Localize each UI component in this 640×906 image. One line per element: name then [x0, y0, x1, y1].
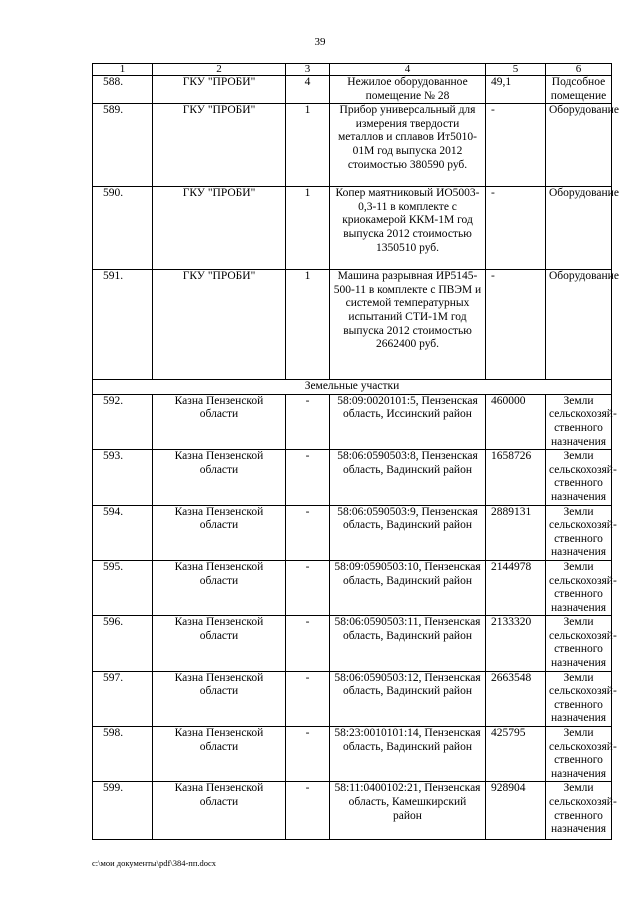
cell-type: Подсобное помещение [546, 76, 612, 104]
cell-name: Машина разрывная ИР5145-500-11 в комплекте с ПВЭМ и системой температурных испытаний СТИ-1М год выпуска 2012 стоимостью 2662400 руб. [330, 270, 486, 380]
cell-type: Оборудование [546, 104, 612, 187]
cell-qty: 4 [286, 76, 330, 104]
cell-value: 2889131 [486, 505, 546, 560]
cell-num: 592. [93, 394, 153, 449]
cell-qty: 1 [286, 270, 330, 380]
cell-num: 597. [93, 671, 153, 726]
cell-value: - [486, 187, 546, 270]
cell-value: 2133320 [486, 616, 546, 671]
cell-num: 591. [93, 270, 153, 380]
file-path-footer: c:\мои документы\pdf\384-пп.docx [92, 858, 217, 868]
cell-qty: - [286, 671, 330, 726]
table-row [93, 270, 612, 380]
cell-holder: Казна Пензенской области [153, 616, 286, 671]
cell-value: 460000 [486, 394, 546, 449]
cell-name: 58:09:0020101:5, Пензенская область, Иссинский район [330, 394, 486, 449]
column-header: 4 [330, 64, 486, 76]
cell-num: 594. [93, 505, 153, 560]
cell-type: Земли сельскохозяй-ственного назначения [546, 782, 612, 840]
cell-num: 590. [93, 187, 153, 270]
table-row [93, 782, 612, 840]
cell-name: Копер маятниковый ИО5003-0,3-11 в комплекте с криокамерой ККМ-1М год выпуска 2012 стоимостью 1350510 руб. [330, 187, 486, 270]
cell-qty: - [286, 394, 330, 449]
header-row [93, 64, 612, 76]
cell-holder: Казна Пензенской области [153, 671, 286, 726]
column-header: 2 [153, 64, 286, 76]
table-row [93, 560, 612, 615]
cell-holder: ГКУ "ПРОБИ" [153, 187, 286, 270]
cell-name: 58:06:0590503:12, Пензенская область, Вадинский район [330, 671, 486, 726]
cell-qty: - [286, 450, 330, 505]
cell-num: 596. [93, 616, 153, 671]
table-row [93, 671, 612, 726]
section-title: Земельные участки [93, 380, 612, 395]
cell-holder: Казна Пензенской области [153, 450, 286, 505]
cell-type: Земли сельскохозяй-ственного назначения [546, 450, 612, 505]
table-row [93, 394, 612, 449]
cell-type: Земли сельскохозяй-ственного назначения [546, 505, 612, 560]
cell-num: 595. [93, 560, 153, 615]
cell-num: 588. [93, 76, 153, 104]
cell-holder: Казна Пензенской области [153, 394, 286, 449]
cell-num: 599. [93, 782, 153, 840]
cell-holder: ГКУ "ПРОБИ" [153, 270, 286, 380]
cell-value: 425795 [486, 727, 546, 782]
cell-type: Земли сельскохозяй-ственного назначения [546, 560, 612, 615]
cell-qty: 1 [286, 104, 330, 187]
cell-type: Оборудование [546, 187, 612, 270]
table-row [93, 727, 612, 782]
column-header: 1 [93, 64, 153, 76]
cell-qty: - [286, 505, 330, 560]
section-row [93, 380, 612, 395]
cell-name: 58:09:0590503:10, Пензенская область, Вадинский район [330, 560, 486, 615]
table-row [93, 76, 612, 104]
cell-qty: - [286, 616, 330, 671]
table-row [93, 104, 612, 187]
cell-qty: 1 [286, 187, 330, 270]
cell-name: 58:06:0590503:9, Пензенская область, Вадинский район [330, 505, 486, 560]
cell-value: 2144978 [486, 560, 546, 615]
table-row [93, 505, 612, 560]
cell-holder: Казна Пензенской области [153, 560, 286, 615]
cell-name: Прибор универсальный для измерения твердости металлов и сплавов Ит5010-01М год выпуска 2012 стоимостью 380590 руб. [330, 104, 486, 187]
cell-value: 49,1 [486, 76, 546, 104]
cell-name: 58:23:0010101:14, Пензенская область, Вадинский район [330, 727, 486, 782]
cell-num: 598. [93, 727, 153, 782]
cell-name: Нежилое оборудованное помещение № 28 [330, 76, 486, 104]
cell-value: - [486, 270, 546, 380]
cell-value: - [486, 104, 546, 187]
cell-holder: Казна Пензенской области [153, 505, 286, 560]
cell-qty: - [286, 560, 330, 615]
cell-type: Оборудование [546, 270, 612, 380]
column-header: 5 [486, 64, 546, 76]
cell-holder: Казна Пензенской области [153, 727, 286, 782]
cell-num: 589. [93, 104, 153, 187]
table-row [93, 187, 612, 270]
cell-holder: Казна Пензенской области [153, 782, 286, 840]
column-header: 6 [546, 64, 612, 76]
column-header: 3 [286, 64, 330, 76]
property-table [92, 63, 619, 840]
cell-num: 593. [93, 450, 153, 505]
cell-qty: - [286, 727, 330, 782]
cell-name: 58:06:0590503:8, Пензенская область, Вадинский район [330, 450, 486, 505]
cell-type: Земли сельскохозяй-ственного назначения [546, 671, 612, 726]
cell-type: Земли сельскохозяй-ственного назначения [546, 394, 612, 449]
cell-type: Земли сельскохозяй-ственного назначения [546, 727, 612, 782]
cell-holder: ГКУ "ПРОБИ" [153, 76, 286, 104]
table-row [93, 450, 612, 505]
cell-value: 2663548 [486, 671, 546, 726]
cell-value: 928904 [486, 782, 546, 840]
cell-qty: - [286, 782, 330, 840]
cell-value: 1658726 [486, 450, 546, 505]
cell-type: Земли сельскохозяй-ственного назначения [546, 616, 612, 671]
table-row [93, 616, 612, 671]
cell-name: 58:06:0590503:11, Пензенская область, Вадинский район [330, 616, 486, 671]
page-number: 39 [314, 36, 326, 48]
cell-name: 58:11:0400102:21, Пензенская область, Камешкирский район [330, 782, 486, 840]
cell-holder: ГКУ "ПРОБИ" [153, 104, 286, 187]
